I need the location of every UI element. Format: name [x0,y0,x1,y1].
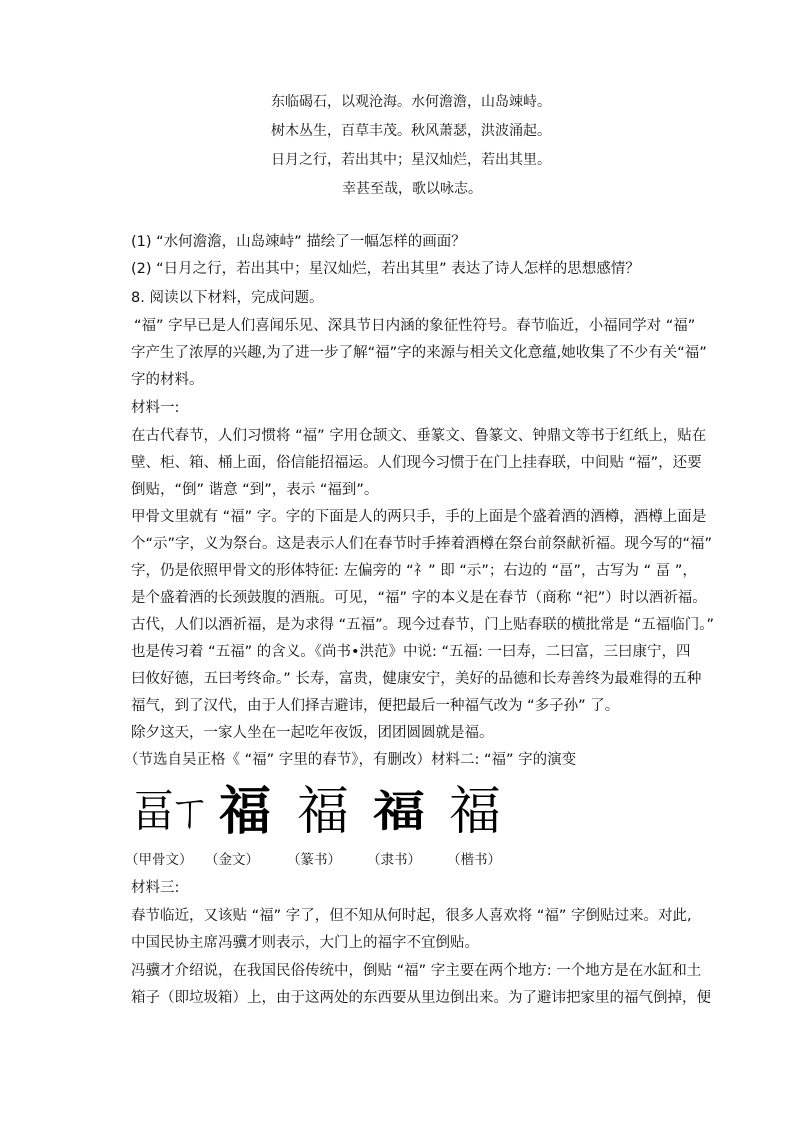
q8-title: 8. 阅读以下材料，完成问题。 [131,290,324,306]
material1-line: 也是传习着 “五福” 的含义。《尚书•洪范》中说: “五福: 一曰寿，二曰富，三曰康宁，四 [131,644,691,660]
material1-line: 字，仍是依照甲骨文的形体特征: 左偏旁的 “礻” 即 “示”；右边的 “畐”，古写为 “ 畐 ”， [131,563,697,579]
material3-line: 中国民协主席冯骥才则表示，大门上的福字不宜倒贴。 [131,935,479,951]
material1-line: （节选自吴正格《 “福” 字里的春节》，有删改）材料二: “福” 字的演变 [124,752,577,768]
script-label-regular: （楷书） [447,852,501,868]
question-2: (2) “日月之行，若出其中；星汉灿烂，若出其里” 表达了诗人怎样的思想感情？ [131,261,640,277]
poem-line: 幸甚至哉，歌以咏志。 [342,181,482,197]
material3-label: 材料三: [131,880,180,896]
material1-line: 是个盛着酒的长颈鼓腹的酒瓶。可见，“福” 字的本义是在春节（商称 “祀”）时以酒祈福。 [131,590,707,606]
material1-line: 倒贴，“倒” 谐意 “到”，表示 “福到”。 [131,482,379,498]
poem-line: 日月之行，若出其中；星汉灿烂，若出其里。 [271,152,551,168]
material3-line: 春节临近，又该贴 “福” 字了，但不知从何时起，很多人喜欢将 “福” 字倒贴过来。对此, [131,908,692,924]
intro-line: 字的材料。 [131,372,204,388]
poem-line: 东临碣石，以观沧海。水何澹澹，山岛竦峙。 [271,94,551,110]
script-label-clerical: （隶书） [367,852,421,868]
fu-evolution-figure [131,782,531,842]
material1-label: 材料一: [131,400,180,416]
intro-line: 字产生了浓厚的兴趣,为了进一步了解“福”字的来源与相关文化意蕴,她收集了不少有关“福” [131,345,707,361]
fu-regular-glyph: 福 [448,782,501,842]
fu-clerical-glyph: 福 [372,786,425,837]
material1-line: 个“示”字，义为祭台。这是表示人们在春节时手捧着酒樽在祭台前祭献祈福。现今写的“福” [131,536,713,552]
fu-bronze-glyph: 福 [218,781,271,842]
material1-line: 除夕这天，一家人坐在一起吃年夜饭，团团圆圆就是福。 [131,725,494,741]
material3-line: 冯骥才介绍说，在我国民俗传统中，倒贴 “福” 字主要在两个地方: 一个地方是在水缸和土 [131,963,702,979]
poem-line: 树木丛生，百草丰茂。秋风萧瑟，洪波涌起。 [271,123,551,139]
intro-line: “福” 字早已是人们喜闻乐见、深具节日内涵的象征性符号。春节临近，小福同学对 “福” [134,318,696,334]
material1-line: 曰攸好德，五曰考终命。” 长寿，富贵，健康安宁，美好的品德和长寿善终为最难得的五种 [131,671,702,687]
fu-seal-glyph: 福 [296,782,349,842]
material3-line: 箱子（即垃圾箱）上，由于这两处的东西要从里边倒出来。为了避讳把家里的福气倒掉，便 [131,990,711,1006]
material1-line: 甲骨文里就有 “福” 字。字的下面是人的两只手，手的上面是个盛着酒的酒樽，酒樽上面是 [131,509,707,525]
material1-line: 福气，到了汉代，由于人们择吉避讳，便把最后一种福气改为 “多子孙” 了。 [131,698,620,714]
material1-line: 壁、柜、箱、桶上面，俗信能招福运。人们现今习惯于在门上挂春联，中间贴 “福”，还要 [131,455,702,471]
script-label-oracle: （甲骨文） [125,852,193,868]
material1-line: 在古代春节，人们习惯将 “福” 字用仓颉文、垂篆文、鲁篆文、钟鼎文等书于红纸上，贴在 [131,428,707,444]
script-label-bronze: （金文） [205,852,259,868]
script-label-seal: （篆书） [287,852,341,868]
material1-line: 古代，人们以酒祈福，是为求得 “五福”。现今过春节，门上贴春联的横批常是 “五福临门。” [131,617,715,633]
question-1: (1) “水何澹澹，山岛竦峙” 描绘了一幅怎样的画面？ [131,234,466,250]
fu-oracle-glyph: 畐ㄒ [132,786,206,837]
